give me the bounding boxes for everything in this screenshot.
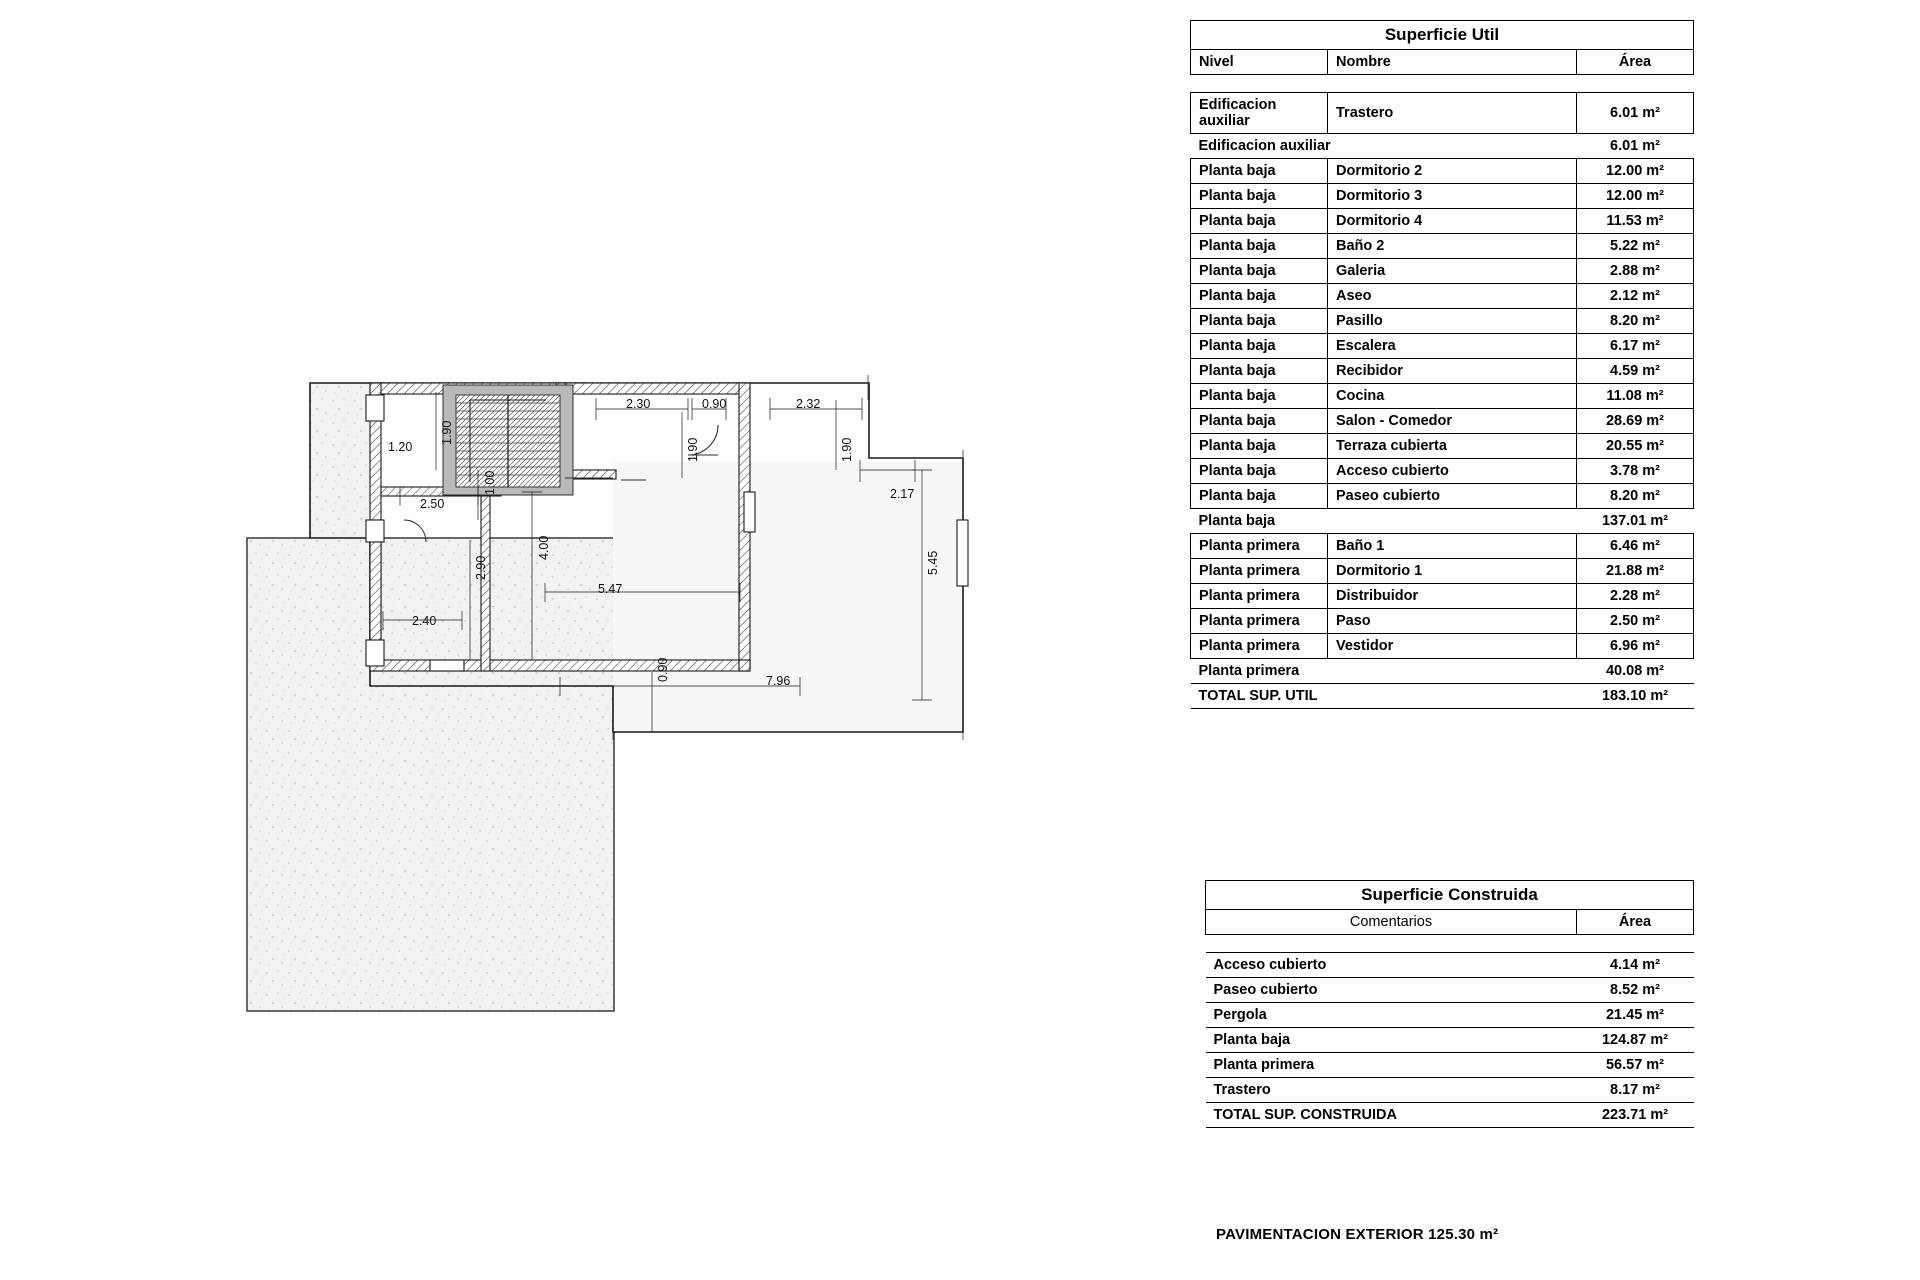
table-row <box>1191 184 1694 209</box>
cell-nombre: Dormitorio 1 <box>1328 559 1577 584</box>
table-row <box>1206 978 1694 1003</box>
cell-nombre: Paso <box>1328 609 1577 634</box>
table-row <box>1206 1053 1694 1078</box>
table-row <box>1191 584 1694 609</box>
dim-4-00: 4.00 <box>537 535 551 560</box>
cell-area: 21.45 m² <box>1577 1003 1694 1028</box>
cell-nombre: Baño 1 <box>1328 534 1577 559</box>
cell-area: 56.57 m² <box>1577 1053 1694 1078</box>
cell-area: 3.78 m² <box>1577 459 1694 484</box>
staircase <box>443 385 573 495</box>
dim-0-90-bottom: 0.90 <box>656 657 670 682</box>
cell-area: 2.28 m² <box>1577 584 1694 609</box>
dim-1-20: 1.20 <box>388 440 413 454</box>
cell-nivel: Planta baja <box>1191 309 1328 334</box>
cell-area: 5.22 m² <box>1577 234 1694 259</box>
util-total-row <box>1191 684 1694 709</box>
cell-area: 4.14 m² <box>1577 953 1694 978</box>
cell-nombre: Acceso cubierto <box>1328 459 1577 484</box>
dim-2-30: 2.30 <box>626 397 651 411</box>
cell-area: 2.12 m² <box>1577 284 1694 309</box>
table-row <box>1191 334 1694 359</box>
dim-1-90-a: 1.90 <box>440 420 454 445</box>
util-header-nombre: Nombre <box>1328 50 1577 75</box>
cell-nivel: Planta baja <box>1191 409 1328 434</box>
cell-comentario: Paseo cubierto <box>1206 978 1577 1003</box>
cell-nombre: Pasillo <box>1328 309 1577 334</box>
superficie-construida-table <box>1205 880 1694 1128</box>
table-row <box>1206 1003 1694 1028</box>
construida-title-row <box>1206 881 1694 910</box>
cell-area: 8.52 m² <box>1577 978 1694 1003</box>
cell-nivel: Planta baja <box>1191 459 1328 484</box>
cell-nivel: Planta baja <box>1191 434 1328 459</box>
cell-nombre: Distribuidor <box>1328 584 1577 609</box>
cell-nombre: Aseo <box>1328 284 1577 309</box>
util-title: Superficie Util <box>1191 21 1694 50</box>
util-header-row <box>1191 50 1694 75</box>
cell-nombre: Dormitorio 3 <box>1328 184 1577 209</box>
table-row <box>1191 209 1694 234</box>
cell-nombre: Escalera <box>1328 334 1577 359</box>
dim-1-00: 1.00 <box>483 470 497 495</box>
cell-area: 12.00 m² <box>1577 159 1694 184</box>
dim-2-90: 2.90 <box>474 555 488 580</box>
table-row <box>1191 534 1694 559</box>
table-row <box>1191 309 1694 334</box>
cell-area: 11.53 m² <box>1577 209 1694 234</box>
construida-title: Superficie Construida <box>1206 881 1694 910</box>
cell-total-area: 183.10 m² <box>1577 684 1694 709</box>
cell-area: 8.20 m² <box>1577 484 1694 509</box>
table-row <box>1191 434 1694 459</box>
construida-header-comentarios: Comentarios <box>1206 910 1577 935</box>
cell-total-area: 223.71 m² <box>1577 1103 1694 1128</box>
cell-area: 40.08 m² <box>1577 659 1694 684</box>
cell-nombre: Vestidor <box>1328 634 1577 659</box>
cell-nombre: Paseo cubierto <box>1328 484 1577 509</box>
cell-nivel: Edificacion auxiliar <box>1191 134 1577 159</box>
cell-nivel: Planta baja <box>1191 384 1328 409</box>
dim-2-40: 2.40 <box>412 614 437 628</box>
dim-0-90-top: 0.90 <box>702 397 727 411</box>
cell-area: 4.59 m² <box>1577 359 1694 384</box>
table-row <box>1206 1028 1694 1053</box>
cell-comentario: Planta primera <box>1206 1053 1577 1078</box>
cell-nivel: Planta baja <box>1191 359 1328 384</box>
cell-area: 12.00 m² <box>1577 184 1694 209</box>
cell-area: 20.55 m² <box>1577 434 1694 459</box>
dim-2-50: 2.50 <box>420 497 445 511</box>
cell-nivel: Planta baja <box>1191 259 1328 284</box>
construida-total-row <box>1206 1103 1694 1128</box>
cell-area: 2.50 m² <box>1577 609 1694 634</box>
table-row <box>1191 634 1694 659</box>
table-row <box>1191 659 1694 684</box>
table-row <box>1191 359 1694 384</box>
cell-nombre: Terraza cubierta <box>1328 434 1577 459</box>
cell-area: 6.01 m² <box>1577 93 1694 134</box>
cell-comentario: Trastero <box>1206 1078 1577 1103</box>
table-row <box>1191 484 1694 509</box>
table-row <box>1206 1078 1694 1103</box>
cell-area: 6.96 m² <box>1577 634 1694 659</box>
cell-nivel: Planta primera <box>1191 659 1577 684</box>
cell-nombre: Galeria <box>1328 259 1577 284</box>
dim-7-96: 7.96 <box>766 674 791 688</box>
cell-total-label: TOTAL SUP. CONSTRUIDA <box>1206 1103 1577 1128</box>
pavimentacion-exterior-note: PAVIMENTACION EXTERIOR 125.30 m² <box>1216 1226 1499 1243</box>
cell-nivel: Planta baja <box>1191 184 1328 209</box>
cell-area: 6.46 m² <box>1577 534 1694 559</box>
cell-nombre: Salon - Comedor <box>1328 409 1577 434</box>
util-title-row <box>1191 21 1694 50</box>
cell-area: 21.88 m² <box>1577 559 1694 584</box>
dim-2-17: 2.17 <box>890 487 915 501</box>
table-row <box>1191 234 1694 259</box>
superficie-util-table <box>1190 20 1694 709</box>
table-row <box>1191 409 1694 434</box>
cell-area: 6.17 m² <box>1577 334 1694 359</box>
cell-nivel: Planta primera <box>1191 534 1328 559</box>
dim-5-47: 5.47 <box>598 582 623 596</box>
table-row <box>1191 134 1694 159</box>
cell-nivel: Planta primera <box>1191 609 1328 634</box>
cell-nombre: Baño 2 <box>1328 234 1577 259</box>
table-row <box>1191 159 1694 184</box>
dim-1-90-b: 1.90 <box>686 437 700 462</box>
cell-area: 124.87 m² <box>1577 1028 1694 1053</box>
dim-1-90-c: 1.90 <box>840 437 854 462</box>
cell-nombre: Recibidor <box>1328 359 1577 384</box>
cell-nombre: Dormitorio 2 <box>1328 159 1577 184</box>
cell-nivel: Planta primera <box>1191 634 1328 659</box>
cell-area: 8.17 m² <box>1577 1078 1694 1103</box>
cell-nivel: Planta primera <box>1191 584 1328 609</box>
cell-nombre: Dormitorio 4 <box>1328 209 1577 234</box>
table-row <box>1191 559 1694 584</box>
cell-nivel: Planta baja <box>1191 284 1328 309</box>
cell-nivel: Planta baja <box>1191 234 1328 259</box>
cell-nombre: Cocina <box>1328 384 1577 409</box>
cell-area: 8.20 m² <box>1577 309 1694 334</box>
dim-2-32: 2.32 <box>796 397 821 411</box>
dim-5-45: 5.45 <box>926 550 940 575</box>
util-header-area: Área <box>1577 50 1694 75</box>
table-row <box>1191 459 1694 484</box>
table-row <box>1191 259 1694 284</box>
table-row <box>1191 93 1694 134</box>
cell-area: 28.69 m² <box>1577 409 1694 434</box>
cell-comentario: Planta baja <box>1206 1028 1577 1053</box>
cell-area: 6.01 m² <box>1577 134 1694 159</box>
cell-nivel: Edificacion auxiliar <box>1191 93 1328 134</box>
cell-nivel: Planta baja <box>1191 334 1328 359</box>
superficie-util-table-block <box>1190 20 1694 709</box>
cell-nivel: Planta baja <box>1191 209 1328 234</box>
construida-header-row <box>1206 910 1694 935</box>
cell-area: 11.08 m² <box>1577 384 1694 409</box>
table-row <box>1206 953 1694 978</box>
cell-area: 137.01 m² <box>1577 509 1694 534</box>
superficie-construida-table-block <box>1205 880 1694 1128</box>
cell-nivel: Planta baja <box>1191 484 1328 509</box>
cell-nivel: Planta primera <box>1191 559 1328 584</box>
table-row <box>1191 384 1694 409</box>
table-row <box>1191 509 1694 534</box>
construida-header-area: Área <box>1577 910 1694 935</box>
util-header-nivel: Nivel <box>1191 50 1328 75</box>
cell-area: 2.88 m² <box>1577 259 1694 284</box>
table-row <box>1191 284 1694 309</box>
cell-nombre: Trastero <box>1328 93 1577 134</box>
cell-comentario: Acceso cubierto <box>1206 953 1577 978</box>
cell-comentario: Pergola <box>1206 1003 1577 1028</box>
table-row <box>1191 609 1694 634</box>
cell-nivel: Planta baja <box>1191 159 1328 184</box>
cell-nivel: Planta baja <box>1191 509 1577 534</box>
cell-total-label: TOTAL SUP. UTIL <box>1191 684 1577 709</box>
